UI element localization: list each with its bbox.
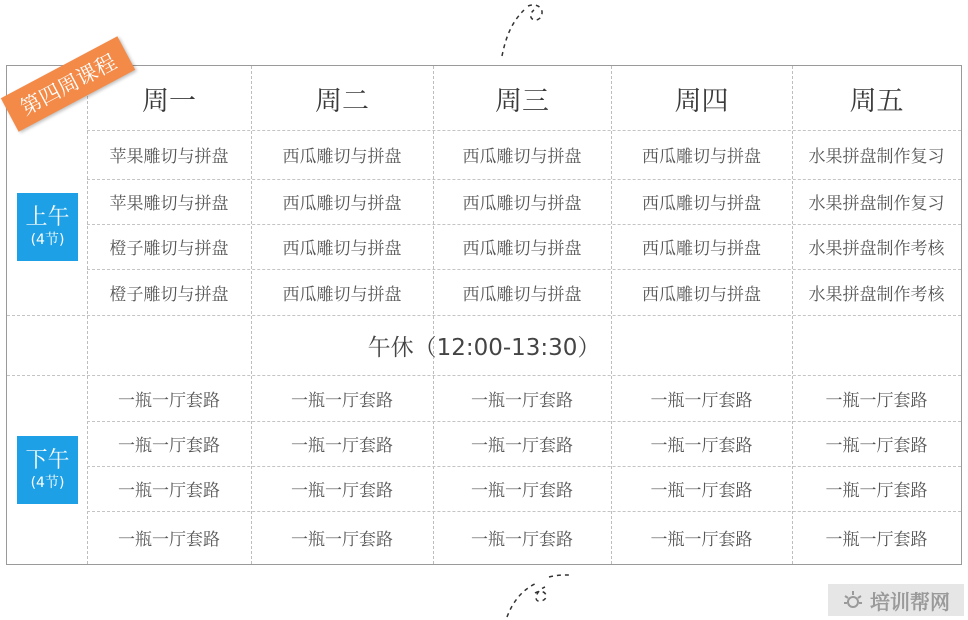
morning-cell: 橙子雕切与拼盘 [109,239,229,259]
week-ribbon: 第四周课程 [1,36,135,132]
morning-cell: 苹果雕切与拼盘 [109,194,229,214]
morning-cell: 西瓜雕切与拼盘 [282,284,402,305]
afternoon-cell: 一瓶一厅套路 [650,390,753,411]
watermark-text: 培训帮网 [870,589,950,614]
header-day-5: 周五 [849,85,904,117]
afternoon-cell: 一瓶一厅套路 [650,436,753,456]
morning-cell: 西瓜雕切与拼盘 [282,239,402,259]
noon-break: 午休（12:00-13:30） [367,334,601,361]
afternoon-cell: 一瓶一厅套路 [291,481,393,501]
afternoon-cell: 一瓶一厅套路 [471,530,573,550]
afternoon-badge [17,436,78,504]
afternoon-cell: 一瓶一厅套路 [825,436,928,456]
header-day-4: 周四 [674,85,729,117]
morning-cell: 水果拼盘制作复习 [808,147,945,167]
morning-badge [17,193,78,261]
afternoon-sessions: (4节) [30,475,65,491]
afternoon-cell: 一瓶一厅套路 [650,530,753,550]
afternoon-cell: 一瓶一厅套路 [825,481,928,501]
dashed-swirl-top [490,0,560,60]
afternoon-label: 下午 [25,448,70,473]
afternoon-cell: 一瓶一厅套路 [118,436,220,456]
afternoon-cell: 一瓶一厅套路 [118,530,220,550]
morning-cell: 西瓜雕切与拼盘 [642,239,761,259]
morning-sessions: (4节) [30,232,65,248]
afternoon-cell: 一瓶一厅套路 [825,530,928,550]
morning-cell: 水果拼盘制作考核 [808,284,945,305]
morning-cell: 西瓜雕切与拼盘 [282,147,402,167]
afternoon-cell: 一瓶一厅套路 [118,390,220,411]
afternoon-cell: 一瓶一厅套路 [291,390,393,411]
header-day-1: 周一 [142,85,196,117]
morning-cell: 西瓜雕切与拼盘 [462,284,582,305]
afternoon-cell: 一瓶一厅套路 [471,390,573,411]
watermark [828,584,964,616]
timetable [6,65,962,565]
afternoon-cell: 一瓶一厅套路 [291,436,393,456]
morning-cell: 西瓜雕切与拼盘 [282,194,402,214]
afternoon-cell: 一瓶一厅套路 [471,481,573,501]
morning-cell: 西瓜雕切与拼盘 [462,194,582,214]
afternoon-cell: 一瓶一厅套路 [118,481,220,501]
morning-cell: 苹果雕切与拼盘 [109,147,229,167]
afternoon-cell: 一瓶一厅套路 [291,530,393,550]
morning-cell: 西瓜雕切与拼盘 [462,147,582,167]
morning-cell: 西瓜雕切与拼盘 [642,194,761,214]
morning-label: 上午 [25,205,70,230]
morning-cell: 西瓜雕切与拼盘 [642,147,761,167]
header-day-3: 周三 [495,85,549,117]
morning-cell: 水果拼盘制作复习 [808,194,945,214]
dashed-swirl-bottom [495,565,575,620]
afternoon-cell: 一瓶一厅套路 [471,436,573,456]
afternoon-cell: 一瓶一厅套路 [825,390,928,411]
sun-logo-icon [842,589,864,611]
afternoon-cell: 一瓶一厅套路 [650,481,753,501]
morning-cell: 西瓜雕切与拼盘 [642,284,761,305]
morning-cell: 橙子雕切与拼盘 [109,284,229,305]
morning-cell: 水果拼盘制作考核 [808,239,945,259]
morning-cell: 西瓜雕切与拼盘 [462,239,582,259]
header-day-2: 周二 [315,85,369,117]
